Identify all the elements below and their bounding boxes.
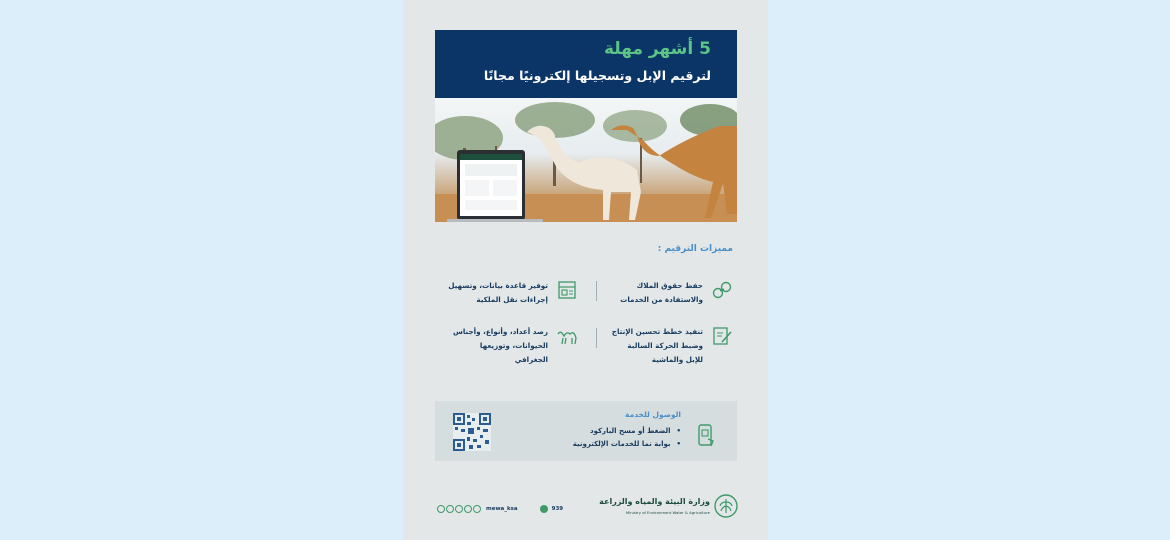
- feature-production-plans: [603, 325, 733, 369]
- database-document-icon: [556, 279, 578, 301]
- headline: 5 أشهر مهلة: [603, 39, 711, 59]
- phone-icon: [540, 505, 548, 513]
- feature-text: حفظ حقوق الملاك والاستفادة من الخدمات: [620, 281, 703, 304]
- access-title: الوصول للخدمة: [625, 410, 681, 419]
- snapchat-icon[interactable]: [464, 505, 472, 513]
- camels-illustration: [435, 98, 737, 222]
- qr-code[interactable]: [453, 413, 491, 451]
- ministry-logo-icon: [714, 494, 738, 518]
- access-item: • الضغط أو مسح الباركود: [573, 425, 681, 438]
- feature-text: توفير قاعدة بيانات، وتسهيل إجراءات نقل الملكية: [448, 281, 548, 304]
- social-bar: [437, 504, 563, 514]
- ministry-name-english: Ministry of Environment Water & Agriculture: [625, 510, 710, 515]
- chain-link-icon: [711, 279, 733, 301]
- camels-photo: [435, 98, 737, 222]
- feature-text: رصد أعداد، وأنواع، وأجناس الحيوانات، وتوزيعها الجغرافي: [452, 327, 548, 364]
- camel-icon: [556, 325, 578, 347]
- phone-scan-icon: [695, 423, 717, 447]
- access-service-panel: [435, 401, 737, 461]
- feature-owners-rights: [603, 279, 733, 309]
- edit-document-icon: [711, 325, 733, 347]
- social-handle: mewa_ksa: [486, 506, 518, 512]
- phone-number: 939: [551, 506, 564, 512]
- instagram-icon[interactable]: [446, 505, 454, 513]
- feature-divider: [596, 328, 597, 348]
- feature-text: تنفيذ خطط تحسين الإنتاج وضبط الحركة السالبة للإبل والماشية: [611, 327, 703, 364]
- ministry-name-arabic: وزارة البيئة والمياه والزراعة: [599, 497, 710, 506]
- access-item[interactable]: • بوابة نما للخدمات الإلكترونية: [573, 438, 681, 451]
- twitter-icon[interactable]: [437, 505, 445, 513]
- feature-database: [438, 279, 578, 309]
- access-list: [573, 425, 681, 451]
- header-banner: [435, 30, 737, 98]
- poster: [403, 0, 768, 540]
- whatsapp-icon[interactable]: [473, 505, 481, 513]
- youtube-icon[interactable]: [455, 505, 463, 513]
- feature-divider: [596, 281, 597, 301]
- feature-animal-census: [438, 325, 578, 369]
- subheadline: لترقيم الإبل وتسجيلها إلكترونيًا مجانًا: [483, 68, 711, 83]
- features-title: مميزات الترقيم :: [657, 244, 733, 254]
